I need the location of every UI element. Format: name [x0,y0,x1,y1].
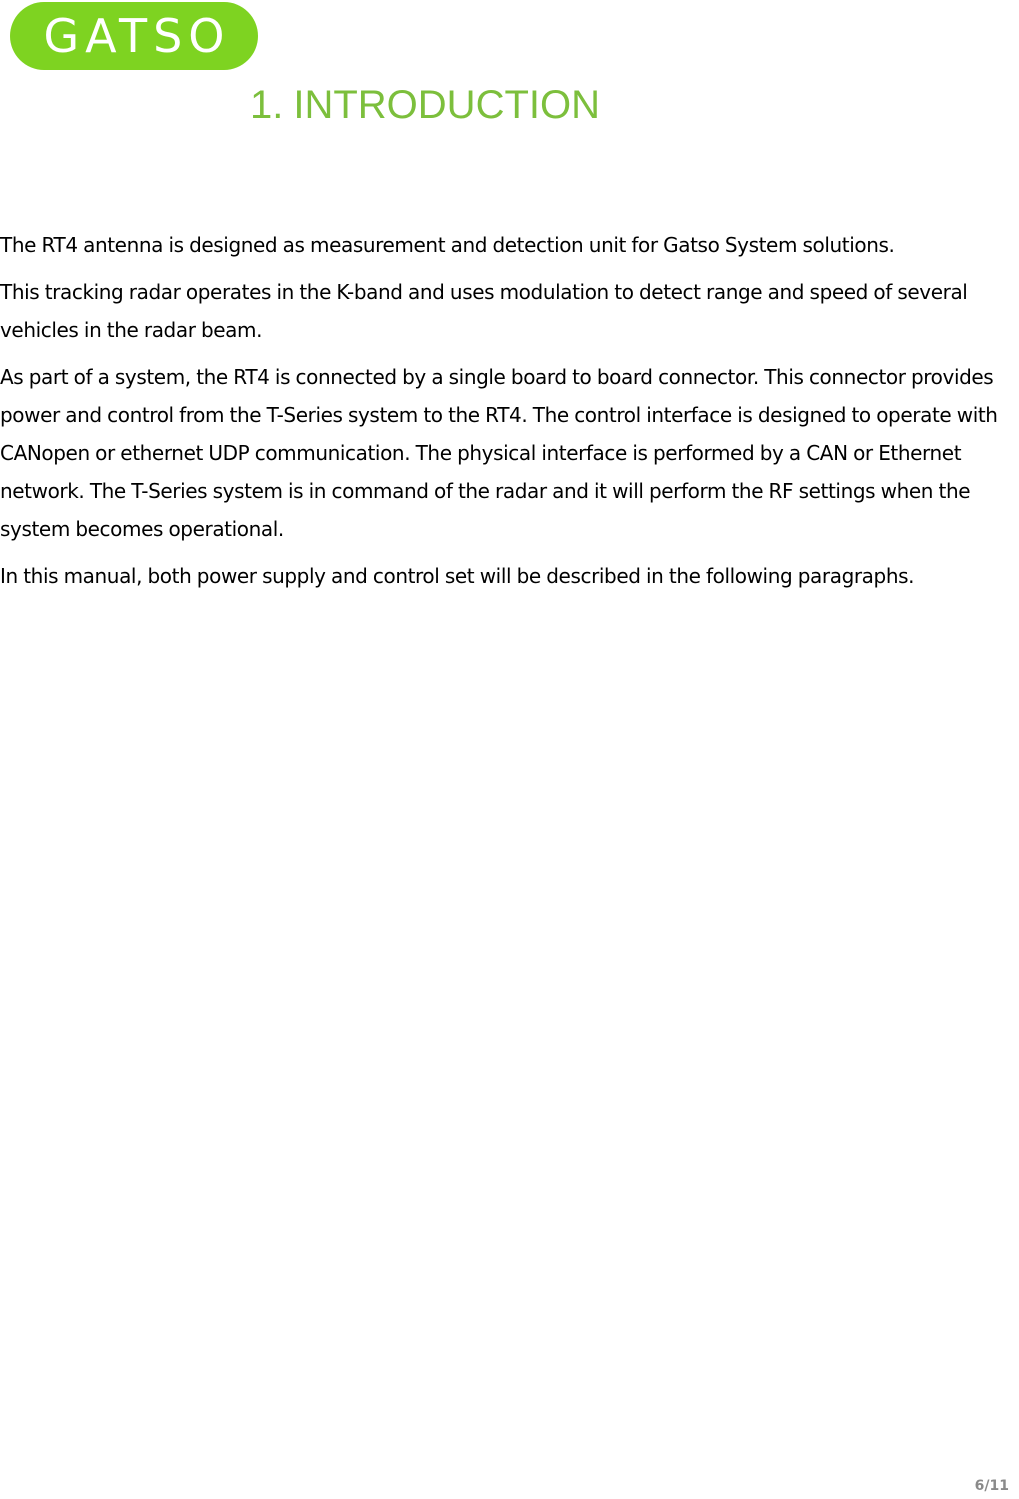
page-number: 6/11 [974,1478,1009,1494]
gatso-logo [10,2,258,70]
paragraph-4: In this manual, both power supply and control set will be described in the following paragraphs. [0,564,915,588]
paragraph-1: The RT4 antenna is designed as measurement and detection unit for Gatso System solutions. [0,233,895,257]
paragraph-2: This tracking radar operates in the K-band and uses modulation to detect range and speed of several vehicles in the radar beam. [0,280,968,342]
section-heading [250,82,600,128]
section-title: INTRODUCTION [293,83,600,127]
logo-text: GATSO [43,9,231,63]
body-text [0,226,1012,604]
section-number: 1. [250,83,284,127]
paragraph-3: As part of a system, the RT4 is connected by a single board to board connector. This connector provides power and control from the T-Series system to the RT4. The control interface is designed to operate with CANopen or ethernet UDP communication. The physical interface is performed by a CAN or Ethernet network. The T-Series system is in command of the radar and it will perform the RF settings when the system becomes operational. [0,365,998,541]
